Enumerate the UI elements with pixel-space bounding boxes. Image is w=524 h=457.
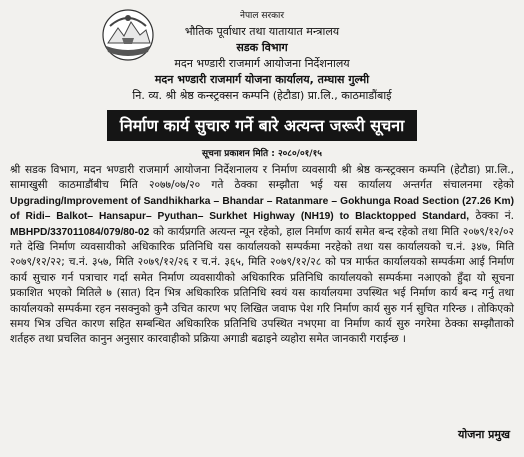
- project-name: Upgrading/Improvement of Sandhikharka – Bhandar – Ratanmare – Gokhunga Road Section (27.26 Km) of Ridi– Balkot– Hansapur– Pyuthan– Surkhet Highway (NH19) to Blacktopped Standard,: [10, 195, 514, 223]
- firm-name: नि. व्य. श्री श्रेष्ठ कन्स्ट्रक्सन कम्पनि (हेटौडा) प्रा.लि., काठमाडौंबाई: [132, 89, 392, 102]
- letterhead: [10, 8, 514, 104]
- contract-number: MBHPD/337011084/079/80-02: [10, 226, 150, 238]
- office-name: मदन भण्डारी राजमार्ग योजना कार्यालय, तम्घास गुल्मी: [154, 73, 370, 86]
- notice-body: [10, 163, 514, 348]
- body-text-1: श्री सडक विभाग, मदन भण्डारी राजमार्ग आयोजना निर्देशनालय र निर्माण व्यवसायी श्री श्रेष्ठ कन्स्ट्रक्सन कम्पनि (हेटौडा) प्रा.लि., सामाखुसी काठमाडौंबीच मिति २०७७/०७/२० गते ठेक्का सम्झौता भई यस कार्यालय अन्तर्गत संचालनमा रहेको: [10, 164, 514, 192]
- ministry-name: भौतिक पूर्वाधार तथा यातायात मन्त्रालय: [184, 25, 340, 38]
- nepal-emblem-icon: [98, 8, 158, 62]
- publication-date: सूचना प्रकाशन मिति : २०८०/०१/१५: [202, 149, 322, 159]
- notice-title: निर्माण कार्य सुचारु गर्ने बारे अत्यन्त जरूरी सूचना: [107, 110, 417, 141]
- signature-title: योजना प्रमुख: [457, 428, 510, 441]
- government-name: नेपाल सरकार: [239, 11, 285, 21]
- body-text-2: ठेक्का नं.: [469, 210, 514, 223]
- body-text-3: को कार्यप्रगति अत्यन्त न्यून रहेको, हाल निर्माण कार्य समेत बन्द रहेको तथा मिति २०७९/१२/०२ गते देखि निर्माण व्यवसायीको अधिकारिक प्रतिनिधि यस कार्यालयको सम्पर्कमा नरहेको तथा यस कार्यालयको च.नं. ३४७, मिति २०७९/१२/२२; च.नं. ३५७, मिति २०७९/१२/२६ र च.नं. ३६५, मिति २०७९/१२/२८ को पत्र मार्फत कार्यालयको सम्पर्कमा आई निर्माण कार्य सुचारु गर्न पत्राचार गर्दा समेत निर्माण व्यवसायीको अधिकारिक प्रतिनिधि कार्यालयको सम्पर्कमा नआएको हुँदा यो सूचना प्रकाशित भएको मितिले ७ (सात) दिन भित्र अधिकारिक प्रतिनिधि स्वयं यस कार्यालयमा उपस्थित भई निर्माण कार्य बन्द गर्नु तथा कार्यालयको सम्पर्कमा रहन नसक्नुको कुनै उचित कारण भए लिखित जवाफ पेश गरि निर्माण कार्य सुरु गर्न सुचित गरिन्छ । तोकिएको समय भित्र उचित कारण सहित सम्बन्धित अधिकारिक प्रतिनिधि उपस्थित नभएमा वा निर्माण कार्य सुरु नगरेमा ठेक्का सम्झौताको शर्तहरु तथा प्रचलित कानुन अनुसार कारवाहीको प्रक्रिया अगाडी बढाइने व्यहोरा समेत जानकारी गराईन्छ ।: [10, 225, 514, 346]
- department-name: सडक विभाग: [236, 41, 288, 54]
- directorate-name: मदन भण्डारी राजमार्ग आयोजना निर्देशनालय: [174, 57, 350, 70]
